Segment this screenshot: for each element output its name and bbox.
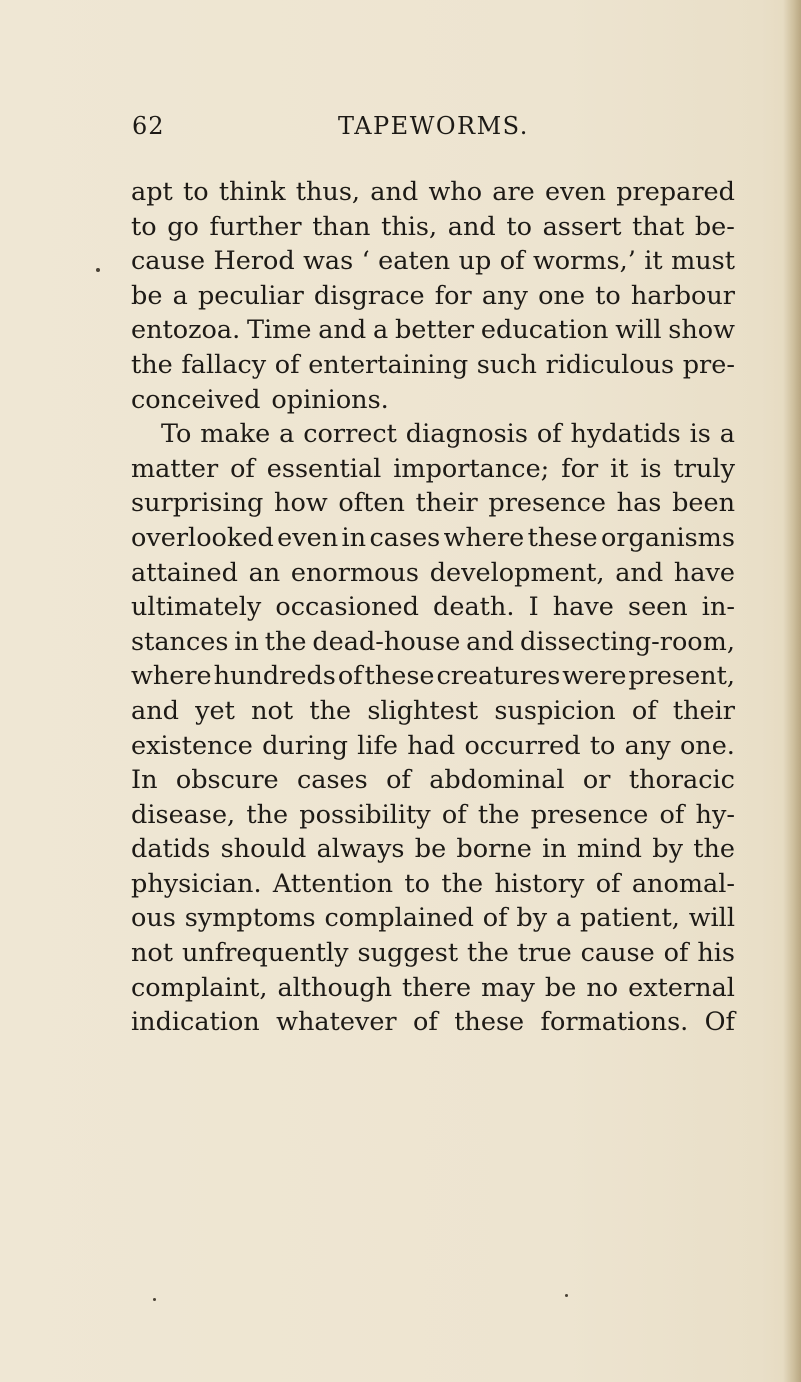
text-line: ous symptoms complained of by a patient, will — [131, 903, 735, 934]
text-line: stances in the dead-house and dissecting-room, — [131, 626, 735, 657]
running-title: TAPEWORMS. — [338, 112, 529, 140]
text-line: conceived opinions. — [131, 384, 389, 415]
text-line: physician. Attention to the history of anomal- — [131, 868, 735, 899]
text-line: ultimately occasioned death. I have seen in- — [131, 592, 735, 623]
ink-speck — [565, 1294, 568, 1297]
text-line: attained an enormous development, and have — [131, 557, 735, 588]
text-line: be a peculiar disgrace for any one to harbour — [131, 280, 735, 311]
text-line: indication whatever of these formations. Of — [131, 1007, 735, 1038]
text-line: where hundreds of these creatures were present, — [131, 661, 735, 692]
ink-speck — [153, 1298, 156, 1301]
text-line: disease, the possibility of the presence of hy- — [131, 799, 735, 830]
text-line: existence during life had occurred to any one. — [131, 730, 735, 761]
ink-speck — [96, 268, 100, 272]
page-header — [0, 112, 801, 152]
text-line: to go further than this, and to assert that be- — [131, 211, 735, 242]
text-line: not unfrequently suggest the true cause of his — [131, 938, 735, 969]
text-line: datids should always be borne in mind by the — [131, 834, 735, 865]
text-line: apt to think thus, and who are even prepared — [131, 177, 735, 207]
page-number: 62 — [132, 112, 165, 140]
text-line: overlooked even in cases where these organisms — [131, 522, 735, 553]
text-line: complaint, although there may be no external — [131, 972, 735, 1003]
text-line: matter of essential importance; for it is truly — [131, 453, 735, 484]
text-line: In obscure cases of abdominal or thoracic — [131, 765, 735, 796]
body-text — [131, 175, 735, 1040]
text-line: the fallacy of entertaining such ridiculous pre- — [131, 349, 735, 380]
text-line: To make a correct diagnosis of hydatids is a — [161, 419, 735, 450]
text-line: entozoa. Time and a better education will show — [131, 315, 735, 346]
text-line: surprising how often their presence has been — [131, 488, 735, 519]
page-edge-shadow — [783, 0, 801, 1382]
text-line: and yet not the slightest suspicion of their — [131, 695, 735, 726]
text-line: cause Herod was ‘ eaten up of worms,’ it must — [131, 246, 735, 277]
